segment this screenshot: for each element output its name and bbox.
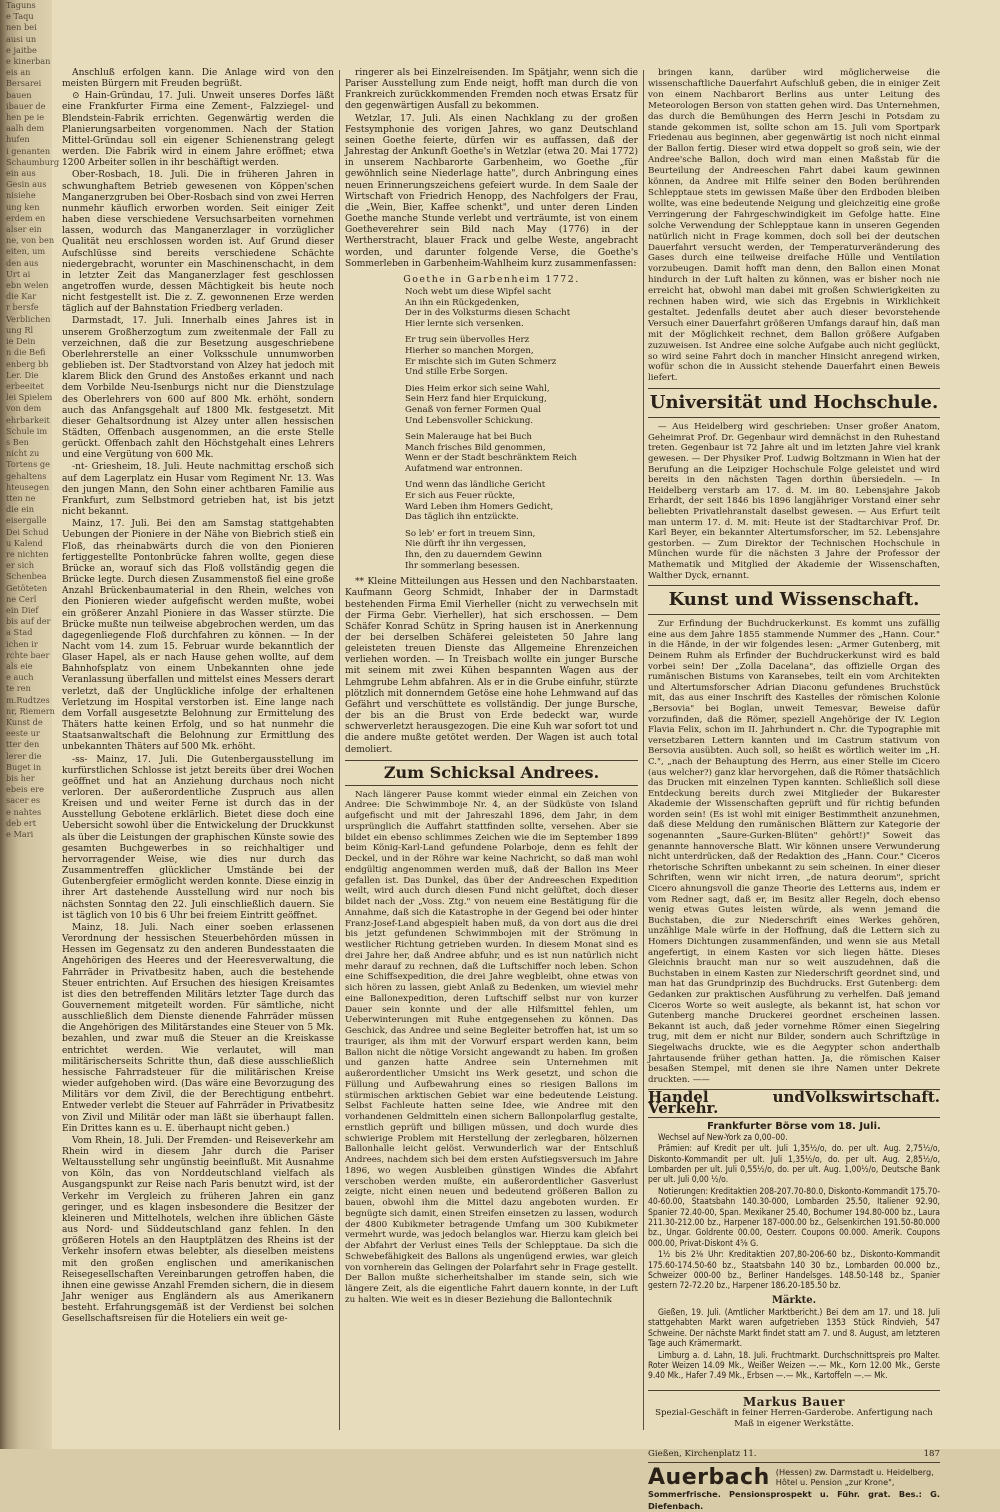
- gutter-text-line: ung Rl: [6, 324, 34, 335]
- gutter-text-line: ibauer de: [6, 100, 46, 111]
- auerbach-info-line: Hôtel u. Pension „zur Krone",: [775, 1477, 895, 1488]
- gutter-text-line: hufen: [6, 134, 30, 145]
- poem-line: Und wenn das ländliche Gericht: [405, 480, 546, 491]
- article-paragraph: ** Kleine Mitteilungen aus Hessen und den Nachbarstaaten. Kaufmann Georg Schmidt, Inhaber der in Darmstadt bestehenden Firma Emil Vierheller (nicht zu verwechseln mit der Firma Gebr. Vierheller), hat sich erschossen. — Dem Schäfer Konrad Schütz in Spring hausen ist in Anerkennung der bei derselben Schäferei geleisteten 50 Jahre lang geleisteten treuen Dienste das Allgemeine Ehrenzeichen verliehen worden. — In Treisbach wollte ein junger Bursche mit seinem mit zwei Kühen bespannten Wagen aus der Lehmgrube Lehm abfahren. Als er in die Grube einfuhr, stürzte plötzlich mit donnerndem Getöse eine hohe Lehmwand auf das Gefährt und verschüttete es vollständig. Der junge Bursche, der bis an die Brust von Erde bedeckt war, wurde schwerverletzt herausgezogen. Die eine Kuh war sofort tot und die andere mußte getötet werden. Der Wagen ist auch total demoliert.: [345, 577, 638, 755]
- gutter-text-line: bis auf der: [6, 616, 51, 627]
- article-paragraph: Wechsel auf New-York za 0,00–00.: [658, 1132, 788, 1143]
- gutter-text-line: nisiehe: [6, 190, 36, 201]
- gutter-text-line: te ren: [6, 683, 31, 694]
- gutter-text-line: ie Dein: [6, 336, 36, 347]
- poem-stanza: [405, 432, 638, 474]
- gutter-text-line: ehrbarkeit: [6, 414, 50, 425]
- poem-stanza: [405, 529, 638, 571]
- poem-stanza: [405, 335, 638, 377]
- poem-line: Aufatmend war entronnen.: [405, 463, 523, 474]
- poem-line: Dies Heim erkor sich seine Wahl,: [405, 383, 550, 394]
- gutter-text-line: erdem en: [6, 212, 46, 223]
- gutter-text-line: als eie: [6, 660, 33, 671]
- gutter-text-line: deb ert: [6, 817, 36, 828]
- gutter-text-line: ne, von ben: [6, 235, 55, 246]
- page-footer: [648, 1449, 940, 1463]
- poem-line: Ihn, den zu dauerndem Gewinn: [405, 550, 543, 561]
- poem: [345, 287, 638, 571]
- previous-page-edge: [0, 0, 60, 1449]
- section-heading-universitaet: Universität und Hochschule.: [648, 388, 940, 418]
- boerse-title: Frankfurter Börse vom 18. Juli.: [707, 1120, 881, 1132]
- article-paragraph: Wetzlar, 17. Juli. Als einen Nachklang zu der großen Festsymphonie des vorigen Jahres, wo ganz Deutschland seinen Goethe feierte, dürfen wir es auffassen, daß der Jahrestag der Ankunft Goethe's in Wetzlar (etwa 20. Mai 1772) in unserem Nachbarorte Garbenheim, wo Goethe „für gewöhnlich seine Niederlage hatte", durch Anbringung eines neuen Erinnerungszeichens gefeiert wurde. In dem Saale der Wirtschaft von Friedrich Henopp, des Nachfolgers der Frau, die „Wein, Bier, Kaffee schenkt", und unter deren Linden Goethe manche Stunde verlebt und verträumte, ist von einem Goetheverehrer sein Bild nach May (1776) in der Wertherstracht, blauer Frack und gelbe Weste, angebracht worden, und darunter folgende Verse, die Goethe's Sommerleben in Garbenheim-Wahlheim kurz zusammenfassen:: [345, 113, 638, 269]
- poem-line: Wenn er der Stadt beschränktem Reich: [405, 453, 577, 464]
- gutter-text-line: m.Rudtzes: [6, 694, 50, 705]
- gutter-text-line: lerer die: [6, 750, 42, 761]
- gutter-text-line: ichen ir: [6, 638, 38, 649]
- gutter-text-line: Tortens ge: [6, 459, 50, 470]
- article-paragraph: Anschluß erfolgen kann. Die Anlage wird von den meisten Bürgern mit Freuden begrüßt.: [62, 68, 334, 90]
- gutter-text-line: e Taqu: [6, 11, 34, 22]
- article-paragraph: Gießen, 19. Juli. (Amtlicher Marktbericht.) Bei dem am 17. und 18. Juli stattgehabten Markt waren aufgetrieben 1353 Stück Rindvieh, 547 Schweine. Der nächste Markt findet statt am 7. und 8. August, am letzteren Tage auch Krämermarkt.: [648, 1308, 940, 1350]
- poem-line: Manch frisches Bild genommen,: [405, 442, 546, 453]
- gutter-text-line: ung ken: [6, 201, 40, 212]
- gutter-text-line: hteusegen: [6, 481, 50, 492]
- maerkte-heading: Märkte.: [771, 1294, 817, 1306]
- gutter-text-line: e jaitbe: [6, 44, 37, 55]
- poem-line: Hier lernte sich versenken.: [405, 318, 524, 329]
- advertisement-bauer: [648, 1390, 940, 1512]
- gutter-text-line: von dem: [6, 403, 42, 414]
- gutter-text-line: er sich: [6, 560, 35, 571]
- article-paragraph: -ss- Mainz, 17. Juli. Die Gutenbergausstellung im kurfürstlichen Schlosse ist jetzt bereits über drei Wochen geöffnet und hat an Anziehung durchaus noch nicht verloren. Der außerordentliche Zuspruch aus allen Kreisen und und weiter Ferne ist durch das in der Ausstellung Gebotene erklärlich. Bietet diese doch eine Uebersicht sowohl über die Entwickelung der Druckkunst als über die Leistungen der graphischen Künste sowie des gesamten Buchgewerbes in so reichhaltiger und hervorragender Weise, wie dies nur durch das Zusammentreffen glücklicher Umstände bei der Gutenbergfeier ermöglicht werden konnte. Diese einzig in ihrer Art dastehende Ausstellung wird nur noch bis nächsten Sonntag den 22. Juli einschließlich dauern. Sie ist täglich von 10 bis 6 Uhr bei freiem Eintritt geöffnet.: [62, 754, 334, 921]
- gutter-text-line: Verblichen: [6, 313, 51, 324]
- gutter-text-line: hen pe ie: [6, 112, 45, 123]
- auerbach-name: Auerbach: [648, 1464, 770, 1490]
- poem-line: Er mischte sich im Guten Schmerz: [405, 356, 557, 367]
- gutter-text-line: re nichten: [6, 548, 49, 559]
- column-rule: [339, 70, 340, 1430]
- gutter-text-line: ein aus: [6, 168, 36, 179]
- gutter-text-line: eis an: [6, 67, 31, 78]
- poem-line: Das täglich ihn entzückte.: [405, 512, 519, 523]
- gutter-text-line: sacer es: [6, 795, 41, 806]
- auerbach-footer: Sommerfrische. Pensionsprospekt u. Führ. grat. Bes.: G. Diefenbach.: [648, 1489, 940, 1511]
- gutter-text-line: nen bei: [6, 22, 37, 33]
- gutter-text-line: Kunst de: [6, 717, 43, 727]
- article-paragraph: 1½ bis 2⅛ Uhr: Kreditaktien 207,80-206-60 bz., Diskonto-Kommandit 175.60-174.50-60 bz., Staatsbahn 140 30 bz., Lombarden 00.000 bz., Schweizer 000-00 bz., Berliner Handelsges. 148.50-148 bz., Spanier gestern 72-72.20 bz., Harpener 186.20-185.50 bz.: [648, 1250, 940, 1292]
- poem-line: Und stille Erbe Sorgen.: [405, 367, 508, 378]
- gutter-text-line: n die Befi: [6, 347, 46, 358]
- advertisement-auerbach: [648, 1464, 940, 1490]
- poem-line: Er trug sein übervolles Herz: [405, 335, 530, 346]
- auerbach-info: [776, 1467, 934, 1487]
- gutter-text-line: erbeeitet: [6, 380, 44, 391]
- poem-line: Er sich aus Feuer rückte,: [405, 491, 516, 502]
- gutter-text-line: alser ein: [6, 224, 42, 235]
- article-paragraph: Vom Rhein, 18. Juli. Der Fremden- und Reiseverkehr am Rhein wird in diesem Jahr durch die Pariser Weltausstellung sehr ungünstig beeinflußt. Mit Ausnahme von Köln, das von Norddeutschland vielfach als Ausgangspunkt zur Reise nach Paris benutzt wird, ist der Verkehr im Vergleich zu früheren Jahren ein ganz geringer, und es klagen insbesondere die Besitzer der kleineren und Mittelhotels, welchen ihre üblichen Gäste aus Nord- und Süddeutschland ganz fehlen. In den größeren Hotels an den Hauptplätzen des Rheins ist der Verkehr insofern etwas belebter, als dieselben meistens mit den großen englischen und amerikanischen Reisegesellschaften Vereinbarungen getroffen haben, die ihnen eine gewisse Anzahl Fremden sichern, die in diesem Jahr weniger aus Engländern als aus Amerikanern besteht. Erfahrungsgemäß ist der Verdienst bei solchen Gesellschaftsreisen für die Hoteliers ein weit ge-: [62, 1135, 334, 1325]
- poem-stanza: [405, 480, 638, 522]
- poem-stanza: [405, 287, 638, 329]
- gutter-text-line: tten ne: [6, 492, 36, 503]
- heading-left: Handel und Verkehr.: [648, 1088, 805, 1118]
- gutter-text-line: eisergalle: [6, 515, 47, 526]
- gutter-text-line: nicht zu: [6, 448, 40, 459]
- gutter-text-line: Ler. Die: [6, 369, 39, 380]
- column-3: [648, 68, 940, 1511]
- article-paragraph: ⊙ Hain-Gründau, 17. Juli. Unweit unseres Dorfes läßt eine Frankfurter Firma eine Zement-, Falzziegel- und Blendstein-Fabrik errichten. Gegenwärtig werden die Planierungsarbeiten vorgenommen. Nach der Station Mittel-Gründau soll ein eigener Schienenstrang gelegt werden. Die Fabrik wird in einem Jahre eröffnet; etwa 1200 Arbeiter sollen in ihr beschäftigt werden.: [62, 91, 334, 169]
- article-paragraph: Notierungen: Kreditaktien 208-207.70-80.0, Diskonto-Kommandit 175.70-40-60.00, Staatsbahn 140.30-000, Lombarden 25.50, Italiener 92.90, Spanier 72.40-00, Span. Mexikaner 25.40, Bochumer 194.80-000 bz., Laura 211.30-212.00 bz., Harpener 187-000.00 bz., Gelsenkirchen 191.50-80.000 bz., Ungar. Goldrente 00.00, Oesterr. Coupons 00.000. Amerik. Coupons 000.00, Privat-Diskont 4⅝ G.: [648, 1186, 940, 1249]
- column-rule: [643, 70, 644, 1430]
- gutter-text-line: a Stad: [6, 627, 33, 638]
- article-paragraph: Limburg a. d. Lahn, 18. Juli. Fruchtmarkt. Durchschnittspreis pro Malter. Roter Weizen 14.09 Mk., Weißer Weizen —.— Mk., Korn 12.00 Mk., Gerste 9.40 Mk., Hafer 7.49 Mk., Erbsen —.— Mk., Kartoffeln —.— Mk.: [648, 1350, 940, 1382]
- gutter-text-line: Dei Schud: [6, 526, 49, 537]
- gutter-text-line: eiten, um: [6, 246, 46, 257]
- gutter-text-line: Gesin aus: [6, 179, 47, 190]
- poem-line: Der in des Volksturms diesen Schacht: [405, 308, 571, 319]
- article-paragraph: Nach längerer Pause kommt wieder einmal ein Zeichen von Andree: Die Schwimmboje Nr. 4, an der Südküste von Island aufgefischt und mit der Jahreszahl 1896, dem Jahr, in dem ursprünglich die Auffahrt stattfinden sollte, versehen. Aber sie bildet ein ebenso schlimmes Zeichen wie die im September 1899 beim König-Karl-Land gefundene Polarboje, denn es fehlt der Deckel, und in der Röhre war keine Nachricht, so daß man wohl endgültig angenommen werden muß, daß der Ballon ins Meer gefallen ist. Das Dunkel, das über der Andreeschen Expedition weilt, wird auch durch diesen Fund nicht gelüftet, doch dieser bildet nach der „Voss. Ztg." von neuem eine Bestätigung für die Annahme, daß sich die Katastrophe in der Gegend bei oder hinter Franz-Josef-Land abgespielt haben muß, da von dort aus die drei bis jetzt gefundenen Schwimmbojen mit der Strömung in westlicher Richtung getrieben wurden. In diesem Monat sind es drei Jahre her, daß Andree abfuhr, und es ist nun natürlich nicht mehr darauf zu rechnen, daß die Luftschiffer noch leben. Schon eine Schiffsexpedition, die drei Jahre wegbleibt, ohne etwas von sich hören zu lassen, giebt Anlaß zu Bedenken, um wieviel mehr eine Ballonexpedition, deren Luftschiff selbst nur von kurzer Dauer sein konnte und der alle Hilfsmittel fehlen, um Ueberwinterungen mit Ruhe entgegensehen zu können. Das Geschick, das Andree und seine Begleiter betroffen hat, ist um so trauriger, als ihm mit der Vorwurf erspart werden kann, beim Ballon nicht die nötige Vorsicht angewandt zu haben. Im großen und ganzen hatte Andree sein Unternehmen mit außerordentlicher Umsicht ins Werk gesetzt, und schon die Füllung und Aufbewahrung eines so riesigen Ballons im stürmischen arktischen Gebiet war eine bedeutende Leistung. Selbst Fachleute hatten seine Idee, wie Andree mit den vorhandenen Geldmitteln einen sichern Ballonpolarflug gestalte, ernstlich geprüft und billigen müssen, und doch wurde dies schwierige Problem mit Herstellung der zerlegbaren, hölzernen Ballonhalle leicht gelöst. Verwunderlich war der Entschluß Andrees, nachdem sich bei dem ersten Aufstiegsversuch im Jahre 1896, wo wegen Ausbleiben günstigen Windes die Abfahrt verschoben werden mußte, ein außerordentlicher Gasverlust zeigte, nicht einen neuen und bedeutend größeren Ballon zu bauen, obwohl ihm die Mittel dazu angeboten wurden. Er begnügte sich damit, einen Streifen einsetzen zu lassen, wodurch der 4800 Kubikmeter betragende Umfang um 300 Kubikmeter vermehrt wurde, was jedoch belanglos war. Hierzu kam gleich bei der Abfahrt der Verlust eines Teils der Schlepptaue. Da sich die Schwebefähigkeit des Ballons als ungenügend erwies, war gleich von vornherein das Gelingen der Polarfahrt sehr in Frage gestellt. Der Ballon mußte sicherheitshalber im stande sein, sich wie längere Zeit, als die eigentliche Fahrt dauern konnte, in der Luft zu halten. Wie weit es in dieser Beziehung die Ballontechnik: [345, 789, 638, 1305]
- gutter-text-line: e Mari: [6, 829, 34, 840]
- gutter-text-line: ebeis ere: [6, 784, 44, 795]
- column-2: [345, 68, 638, 1443]
- poem-title: Goethe in Garbenheim 1772.: [403, 273, 580, 285]
- gutter-text-line: die Kar: [6, 291, 37, 302]
- gutter-text-line: ein Dief: [6, 604, 39, 615]
- column-1: [62, 68, 334, 1443]
- gutter-text-line: e kinerban: [6, 56, 51, 67]
- poem-line: Ward Leben ihm Homers Gedicht,: [405, 501, 554, 512]
- boerse-report: [648, 1121, 940, 1382]
- gutter-text-line: u Kalend: [6, 537, 43, 548]
- poem-line: So leb' er fort in treuem Sinn,: [405, 528, 536, 539]
- gutter-text-line: ausi un: [6, 33, 37, 44]
- gutter-text-line: Schenbea: [6, 571, 47, 582]
- gutter-text-line: enberg bh: [6, 358, 49, 369]
- page-number: 187: [923, 1449, 940, 1460]
- advertiser-name: Markus Bauer: [743, 1394, 845, 1409]
- poem-line: Ihr sommerlang besessen.: [405, 560, 520, 571]
- article-paragraph: -nt- Griesheim, 18. Juli. Heute nachmittag erschoß sich auf dem Lagerplatz ein Husar vom Regiment Nr. 13. Was den jungen Mann, den Sohn einer achtbaren Familie aus Frankfurt, zum Selbstmord getrieben hat, ist bis jetzt nicht bekannt.: [62, 462, 334, 518]
- article-paragraph: ringerer als bei Einzelreisenden. Im Spätjahr, wenn sich die Pariser Ausstellung zum Ende neigt, hofft man durch die von Frankreich zurückkommenden Fremden noch etwas Ersatz für den gegenwärtigen Ausfall zu bekommen.: [345, 68, 638, 112]
- gutter-text-line: e nahtes: [6, 806, 42, 817]
- gutter-text-line: ebn welen: [6, 280, 49, 291]
- gutter-text-line: Schule im: [6, 425, 48, 436]
- advertisement-text: Spezial-Geschäft in feiner Herren-Garderobe. Anfertigung nach Maß in eigener Werkstätte.: [655, 1408, 933, 1429]
- poem-line: Noch webt um diese Wipfel sacht: [405, 286, 551, 297]
- gutter-text-line: nr, Riemern: [6, 705, 55, 716]
- gutter-text-line: e auch: [6, 672, 34, 683]
- poem-stanza: [405, 384, 638, 426]
- gutter-text-line: Bersarei: [6, 78, 42, 89]
- article-paragraph: Prämien: auf Kredit per ult. Juli 1,35½/o, do. per ult. Aug. 2,75½/o, Diskonto-Kommandit per ult. Juli 1,35½/o, do. per ult. Aug. 2,85½/o, Lombarden per ult. Juli 0,55½/o, do. per ult. Aug. 1,00½/o, Deutsche Bank per ult. Juli 0,00 ½/o.: [648, 1144, 940, 1186]
- article-text: Zur Erfindung der Buchdruckerkunst. Es kommt uns zufällig eine aus dem Jahre 1855 stammende Nummer des „Hann. Cour." in die Hände, in der wir folgendes lesen: „Armer Gutenberg, mit Deinem Ruhm als Erfinder der Buchdruckerkunst wird es bald vorbei sein! Der „Zolla Dacelana", das offizielle Organ des rumänischen Bistums von Karansebes, teilt ein vom Architekten und Altertumsforscher Adrian Diaconu gefundenes Bruchstück mit, das aus einer Inschrift des Kastelles der römischen Kolonie „Bersovia" bei Boglan, unweit Temesvar, Beweise dafür vorzufinden, daß die Römer, speziell Angehörige der IV. Legion Flavia Felix, schon im II. Jahrhundert n. Chr. die Typographie mit versetzbaren Lettern kannten und im Castrum stativum von Bersovia ausübten. Auch soll, so heißt es wörtlich weiter im „H. C.", „nach der Behauptung des Herrn, aus einer Stelle im Cicero (aus welcher?) ganz klar hervorgehen, daß die Römer thatsächlich das Drucken mit einzelnen Typen kannten. Schließlich soll diese Entdeckung bereits durch zwei Mitglieder der Bukarester Akademie der Wissenschaften geprüft und für richtig befunden worden sein! (Es ist wohl mit einiger Bestimmtheit anzunehmen, daß diese Meldung den rumänischen Blättern zur Kategorie der sogenannten „Saure-Gurken-Blüten" gehört!)" Soweit das genannte hannoversche Blatt. Wir können unsere Verwunderung nicht unterdrücken, daß der Redaktion des „Hann. Cour." Ciceros rhetorische Schriften unbekannt zu sein scheinen. In einer dieser Schriften, wenn wir nicht irren, „de natura deorum", spricht Cicero ahnungsvoll die ganze Theorie des Letterns aus, indem er vom Redner sagt, daß er, im Besitz aller Regeln, doch ebenso wenig etwas Gutes leisten würde, als wenn jemand die Buchstaben, die zur Niederschrift eines Werkes gehören, unzählige Male würfe in der Hoffnung, daß die Lettern sich zu Homers Dichtungen zusammenfänden, und wenn sie aus Metall angefertigt, in einem Kasten vor sich liegen hätte. Dieses Gleichnis braucht man nur so weit auszudehnen, daß die Buchstaben in einem Kasten zur Niederschrift geordnet sind, und man hat das Grundprinzip des Buchdrucks. Erst Gutenberg: dem Gedanken zur praktischen Ausführung zu verhelfen. Daß jemand Ciceros Worte so weit auslegte, als bekannt ist, hat schon vor Gutenberg manche Druckerei geordnet erscheinen lassen. Bekannt ist auch, daß jeder vornehme Römer einen Siegelring trug, mit dem er nicht nur Bilder, sondern auch Schriftzüge in Siegelwachs druckte, wie es die Aegypter schon anderthalb Jahrtausende früher gethan hatten. Ja, die römischen Kaiser besaßen Stempel, mit denen sie ihre Namen unter Dekrete druckten. ——: [648, 619, 940, 1085]
- gutter-text-line: ne Cerl: [6, 593, 37, 604]
- gutter-text-line: den aus: [6, 257, 39, 268]
- gutter-text-line: Getöteten: [6, 582, 48, 593]
- gutter-text-line: aalh dem: [6, 123, 45, 134]
- poem-line: Genaß von ferner Formen Qual: [405, 404, 541, 415]
- article-paragraph: Mainz, 17. Juli. Bei den am Samstag stattgehabten Uebungen der Pioniere in der Nähe von Biebrich stieß ein Floß, das rheinabwärts durch die von den Pionieren fertiggestellte Pontonbrücke fahren wollte, gegen diese Brücke an, worauf sich das Floß vollständig gegen die Brücke legte. Durch diesen Zusammenstoß fiel eine große Anzahl Brückenbaumaterial in den Rhein, welches von den Pionieren wieder aufgefischt werden mußte, wobei ein größerer Anzahl Pioniere in das Wasser stürzte. Die Brücke mußte nun teilweise abgebrochen werden, um das dagegenliegende Floß durchfahren zu können. — In der Nacht vom 14. zum 15. Februar wurde bekanntlich der Glaser Hapel, als er nach Hause gehen wollte, auf dem Bahnhofsplatz von einem Unbekannten ohne jede Veranlassung überfallen und mittelst eines Messers derart verletzt, daß der Unglückliche infolge der erhaltenen Verletzung im Hospital verstorben ist. Eine lange nach dem Vorfall ausgesetzte Belohnung zur Ermittelung des Thäters hatte keinen Erfolg, und so hat nunmehr die Staatsanwaltschaft die Belohnung zur Ermittlung des unbekannten Thäters auf 500 Mk. erhöht.: [62, 519, 334, 753]
- article-paragraph: Darmstadt, 17. Juli. Innerhalb eines Jahres ist in unserem Großherzogtum zum zweitenmale der Fall zu verzeichnen, daß die zur Besetzung ausgeschriebene Oberlehrerstelle an einer Volksschule unnumworben geblieben ist. Der Stadtvorstand von Alzey hat jedoch mit klarem Blick den Grund des Anstoßes erkannt und nach dem Vorbilde Neu-Isenburgs nicht nur die Dienstzulage des Oberlehrers von 600 auf 800 Mk. erhöht, sondern auch das Anfangsgehalt auf 1800 Mk. festgesetzt. Mit dieser Gehaltsordnung ist Alzey unter allen hessischen Städten, Offenbach ausgenommen, an die erste Stelle gerückt. Offenbach zahlt den Höchstgehalt eines Lehrers und eine Vergütung von 600 Mk.: [62, 316, 334, 461]
- gutter-text-line: lei Spielem: [6, 392, 53, 403]
- gutter-text-line: Urt ai: [6, 268, 31, 279]
- gutter-text-line: bis her: [6, 773, 35, 784]
- gutter-text-line: Buget in: [6, 761, 42, 772]
- gutter-text-line: i genanten: [6, 145, 51, 156]
- gutter-text-line: eeste ur: [6, 728, 40, 739]
- poem-line: Sein Malerauge hat bei Buch: [405, 432, 532, 443]
- section-heading-andree: Zum Schicksal Andrees.: [345, 760, 638, 786]
- article-text: — Aus Heidelberg wird geschrieben: Unser großer Anatom, Geheimrat Prof. Dr. Gegenbaur wird demnächst in den Ruhestand treten. Gegenbaur ist 72 Jahre alt und im letzten Jahre viel krank gewesen. — Der Physiker Prof. Ludwig Boltzmann in Wien hat der Berufung an die Leipziger Hochschule Folge geleistet und wird bereits in den nächsten Tagen dorthin übersiedeln. — In Heidelberg verstarb am 17. d. M. im 80. Lebensjahre Jakob Erhardt, der seit 1846 bis 1896 langjähriger Vorstand einer sehr beliebten Privatlehranstalt daselbst gewesen. — Aus Erfurt teilt man unterm 17. d. M. mit: Heute ist der Stadtarchivar Prof. Dr. Karl Beyer, ein bekannter Altertumsforscher, im 52. Lebensjahre gestorben. — Zum Direktor der Technischen Hochschule in München wurde für die nächsten 3 Jahre der Professor der Mathematik und Mitglied der Akademie der Wissenschaften, Walther Dyck, ernannt.: [648, 422, 940, 581]
- section-heading-kunst: Kunst und Wissenschaft.: [648, 585, 940, 615]
- poem-line: Hierher so manchen Morgen,: [405, 345, 534, 356]
- poem-line: Und Lebensvoller Schickung.: [405, 415, 534, 426]
- section-heading-handel: [648, 1089, 940, 1117]
- article-paragraph: bringen kann, darüber wird möglicherweise die wissenschaftliche Dauerfahrt Aufschluß geben, die in einiger Zeit von einem Nachbarort Berlins aus unter Leitung des Meteorologen Berson von statten gehen wird. Das Unternehmen, das durch die Bemühungen des Herrn Jeschi in Potsdam zu stande gekommen ist, sollte schon am 15. Juli vom Sportpark Friedenau aus beginnen, aber gegenwärtig ist noch nicht einmal der Ballon fertig. Dieser wird etwa doppelt so groß sein, wie der Andree'sche Ballon, doch wird man einen Maßstab für die Beurteilung der Andreeschen Fahrt dabei kaum gewinnen können, da Andree mit Hilfe seiner den Boden berührenden Schlepptaue stets im gewissen Maße über den Erdboden bleiben wollte, was eine bedeutende Neigung und gleichzeitig eine große Verringerung der Fahrgeschwindigkeit im Gefolge hatte. Eine solche Verwendung der Schlepptaue kann in unseren Gegenden natürlich nicht in Frage kommen, doch soll bei der deutschen Dauerfahrt versucht werden, der Temperaturveränderung des Gases durch eine teilweise dreifache Hülle und Ventilation vorzubeugen. Damit hofft man denn, den Ballon einen Monat hindurch in der Luft halten zu können, was er bisher noch nie erreicht hat, obwohl man dabei mit großen Schwierigkeiten zu rechnen haben wird, wie sich das Ergebnis in Wirklichkeit gestaltet. Jedenfalls deutet aber auch dieser bevorstehende Versuch einer Dauerfahrt größeren Umfangs darauf hin, daß man mit der Möglichkeit rechnet, dem Ballon größere Aufgaben zuzuweisen. Ist Andree eine solche Aufgabe auch nicht geglückt, so wird seine Fahrt doch in mancher Hinsicht anregend wirken, wofür schon die in Aussicht stehende Dauerfahrt einen Beweis liefert.: [648, 68, 940, 384]
- article-paragraph: Ober-Rosbach, 18. Juli. Die in früheren Jahren in schwunghaftem Betrieb gewesenen von Köppen'schen Manganerzgruben bei Ober-Rosbach sind von zwei Herren nunmehr käuflich erworben worden. Seit einiger Zeit haben diese verschiedene Versuchsarbeiten vornehmen lassen, wodurch das Manganerzlager in vorzüglicher Qualität neu erschlossen worden ist. Auf Grund dieser Aufschlüsse sind bereits verschiedene Schächte niedergebracht, worunter ein Maschinenschacht, in dem in letzter Zeit das Manganerzlager fest geschlossen angetroffen wurde, dessen Mächtigkeit bis heute noch nicht festgestellt ist. Die z. Z. gewonnenen Erze werden täglich auf der Bahnstation Friedberg verladen.: [62, 170, 334, 315]
- gutter-text-line: die ein: [6, 504, 35, 515]
- poem-line: Nie dürft ihr ihn vergessen,: [405, 539, 527, 550]
- gutter-text-line: bauen: [6, 89, 32, 100]
- auerbach-info-line: (Hessen) zw. Darmstadt u. Heidelberg,: [775, 1467, 934, 1478]
- gutter-text-line: rchte baer: [6, 649, 50, 660]
- poem-line: An ihn ein Rückgedenken,: [405, 297, 520, 308]
- poem-line: Sein Herz fand hier Erquickung,: [405, 394, 547, 405]
- gutter-text-line: gehaltens: [6, 470, 47, 481]
- gutter-text-line: tter den: [6, 739, 40, 750]
- gutter-text-line: s Ben: [6, 436, 29, 447]
- article-paragraph: Mainz, 18. Juli. Nach einer soeben erlassenen Verordnung der hessischen Steuerbehörden müssen in Hessen im Gegensatz zu den anderen Bundesstaaten die Angehörigen des Heeres und der Heeresverwaltung, die Fahrräder in Privatbesitz haben, auch die bestehende Steuer entrichten. Auf Ersuchen des hiesigen Kreisamtes ist dies den betreffenden Militärs letzter Tage durch das Gouvernement mitgeteilt worden. Für sämtliche, nicht ausschließlich dem Dienste dienende Fahrräder müssen die Angehörigen des Militärstandes eine Steuer von 5 Mk. bezahlen, und zwar muß die Steuer an die Kreiskasse entrichtet werden. Wie verlautet, will man militärischerseits Schritte thun, daß diese ausschließlich hessische Fahrradsteuer für die militärischen Kreise wieder aufgehoben wird. (Das wäre eine Bevorzugung des Militärs vor dem Zivil, die der Berechtigung entbehrt. Entweder verlebt die Steuer auf Fahrräder in Privatbesitz von Zivil und Militär oder man läßt sie überhaupt fallen. Ein Drittes kann es u. E. überhaupt nicht geben.): [62, 922, 334, 1134]
- gutter-text-line: r bersfe: [6, 302, 39, 313]
- heading-right: Volkswirtschaft.: [804, 1088, 940, 1107]
- footer-place: Gießen, Kirchenplatz 11.: [648, 1449, 757, 1460]
- gutter-text-line: Schaumburg: [6, 156, 60, 167]
- gutter-text-line: Taguns: [6, 0, 36, 10]
